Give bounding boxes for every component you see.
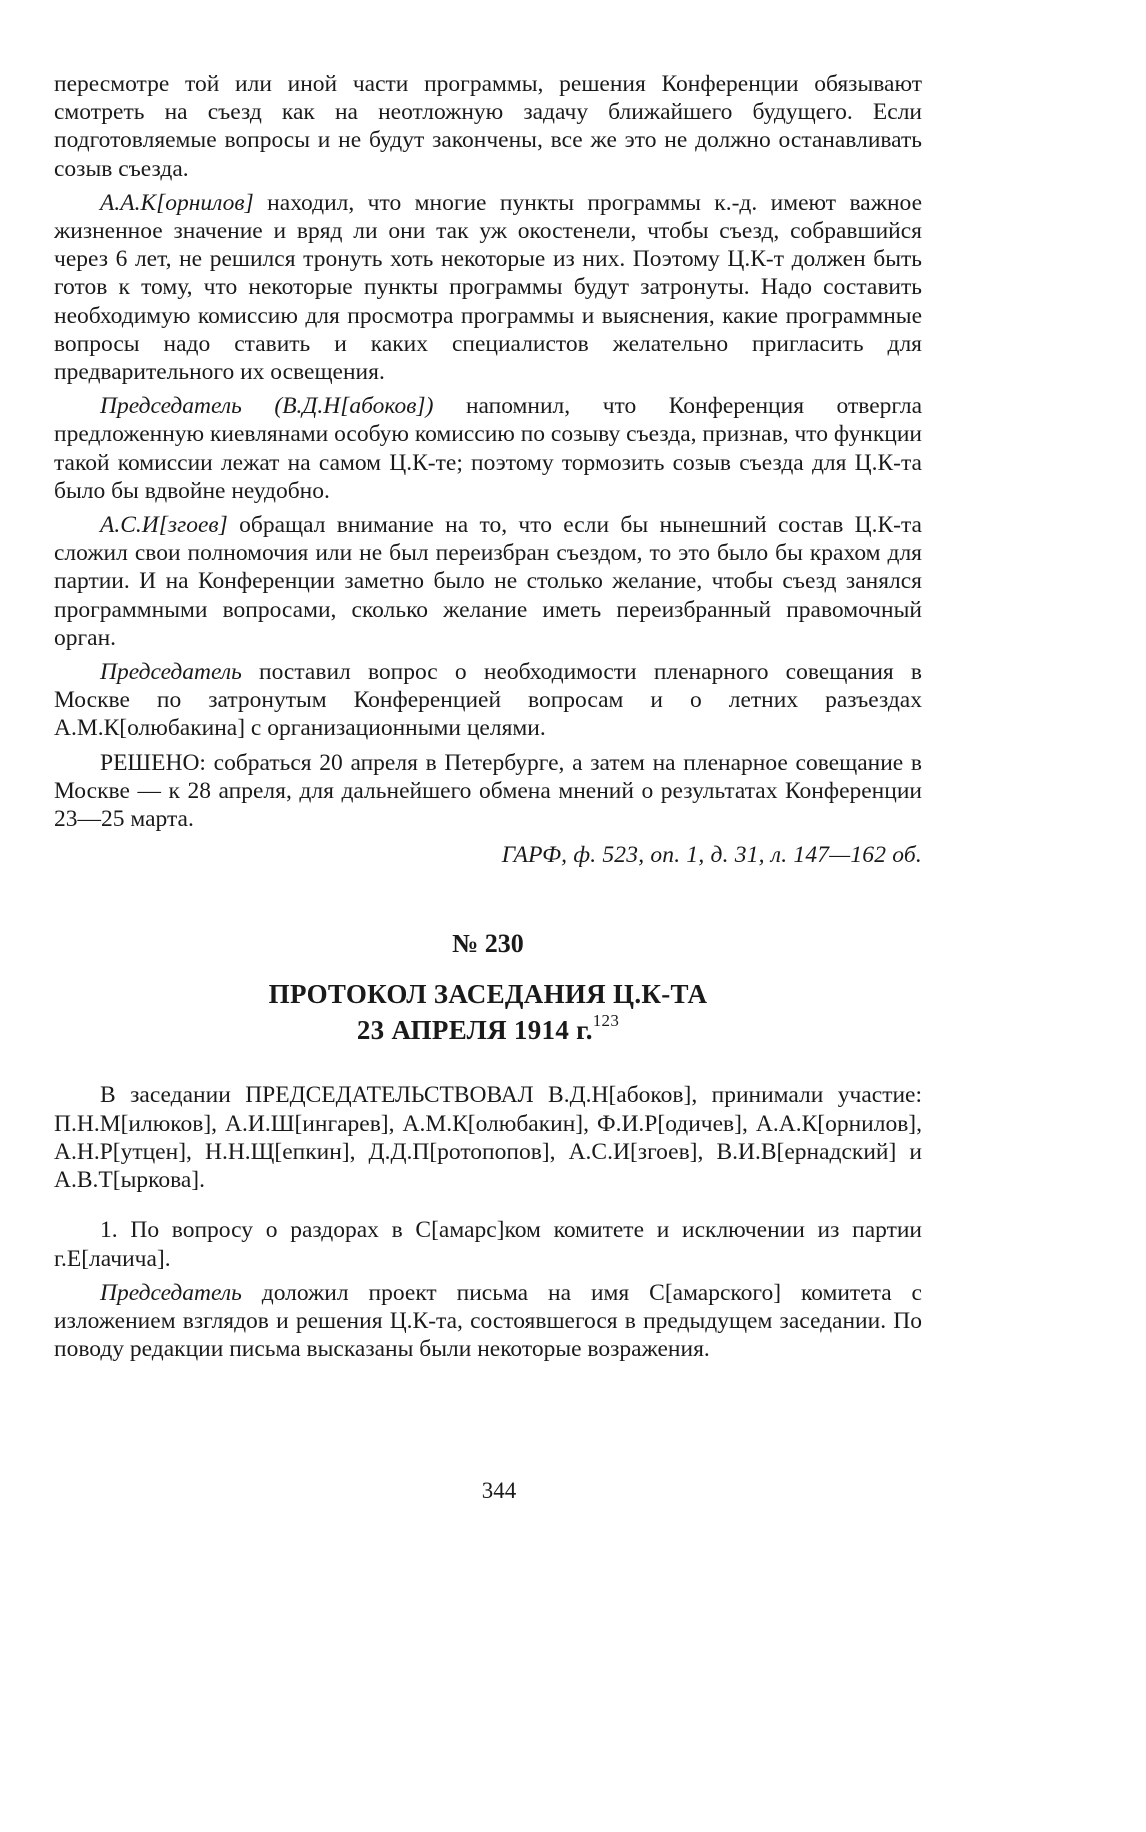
document-page — [54, 70, 922, 1369]
paragraph-text: РЕШЕНО: собраться 20 апреля в Петербурге, а затем на пленарное совещание в Москве — к 28 апреля, для дальнейшего обмена мнений о результатах Конференции 23—25 марта. — [54, 749, 922, 833]
page-number: 344 — [481, 1478, 517, 1503]
paragraph-chairman-nabokov — [54, 392, 922, 505]
paragraph-izgoev — [54, 511, 922, 652]
agenda-item-1 — [54, 1216, 922, 1272]
speaker-name: Председатель (В.Д.Н[абоков]) — [100, 393, 434, 420]
agenda-item-text: 1. По вопросу о раздорах в С[амарс]ком комитете и исключении из партии г.Е[лачича]. — [54, 1217, 922, 1272]
speaker-name: А.А.К[орнилов] — [100, 189, 254, 216]
document-title-date: 23 АПРЕЛЯ 1914 г. — [356, 1015, 593, 1046]
paragraph-text: пересмотре той или иной части программы, решения Конференции обязывают смотреть на съезд как на неотложную задачу ближайшего будущего. Если подготовляемые вопросы и не будут закончены, все же это не должно останавливать созыв съезда. — [54, 71, 922, 182]
paragraph-text: напомнил, что Конференция отвергла предложенную киевлянами особую комиссию по созыву съезда, признав, что функции такой комиссии лежат на самом Ц.К-те; поэтому тормозить созыв съезда для Ц.К-та было бы вдвойне неудобно. — [54, 393, 923, 504]
footnote-marker: 123 — [592, 1011, 620, 1031]
document-title-line1: ПРОТОКОЛ ЗАСЕДАНИЯ Ц.К-ТА — [268, 979, 708, 1010]
paragraph-kornilov — [54, 189, 922, 386]
paragraph-text: поставил вопрос о необходимости пленарного совещания в Москве по затронутым Конференцией вопросам и о летних разъездах А.М.К[олюбакина] с организационными целями. — [54, 659, 922, 742]
paragraph-chairman-letter — [54, 1279, 922, 1364]
speaker-name: Председатель — [100, 659, 242, 686]
paragraph-text: обращал внимание на то, что если бы нынешний состав Ц.К-та сложил свои полномочия или не был переизбран съездом, то это было бы крахом для партии. И на Конференции заметно было не столько желание, чтобы съезд занялся программными вопросами, сколько желание иметь переизбранный правомочный орган. — [54, 512, 922, 651]
attendance-paragraph — [54, 1081, 922, 1194]
paragraph-chairman — [54, 658, 922, 743]
archive-reference: ГАРФ, ф. 523, оп. 1, д. 31, л. 147—162 об. — [501, 842, 922, 869]
speaker-name: А.С.И[згоев] — [100, 512, 228, 539]
paragraph-decision — [54, 749, 922, 834]
paragraph-continuation — [54, 70, 922, 183]
attendance-text: В заседании ПРЕДСЕДАТЕЛЬСТВОВАЛ В.Д.Н[абоков], принимали участие: П.Н.М[илюков], А.И.Ш[ингарев], А.М.К[олюбакин], Ф.И.Р[одичев], А.А.К[орнилов], А.Н.Р[утцен], Н.Н.Щ[епкин], Д.Д.П[ротопопов], А.С.И[згоев], В.И.В[ернадский] и А.В.Т[ыркова]. — [54, 1082, 922, 1194]
paragraph-text: находил, что многие пункты программы к.-д. имеют важное жизненное значение и вряд ли они так уж окостенели, чтобы съезд, собравшийся через 6 лет, не решился тронуть хоть некоторые из них. Поэтому Ц.К-т должен быть готов к тому, что некоторые пункты программы будут затронуты. Надо составить необходимую комиссию для просмотра программы и выяснения, какие программные вопросы надо ставить и каких специалистов желательно пригласить для предварительного их освещения. — [54, 189, 922, 386]
paragraph-text: доложил проект письма на имя С[амарского] комитета с изложением взглядов и решения Ц.К-та, состоявшегося в предыдущем заседании. По поводу редакции письма высказаны были некоторые возражения. — [54, 1279, 922, 1363]
speaker-name: Председатель — [100, 1279, 242, 1306]
document-title-line2 — [54, 1009, 922, 1045]
document-number: № 230 — [452, 929, 524, 959]
